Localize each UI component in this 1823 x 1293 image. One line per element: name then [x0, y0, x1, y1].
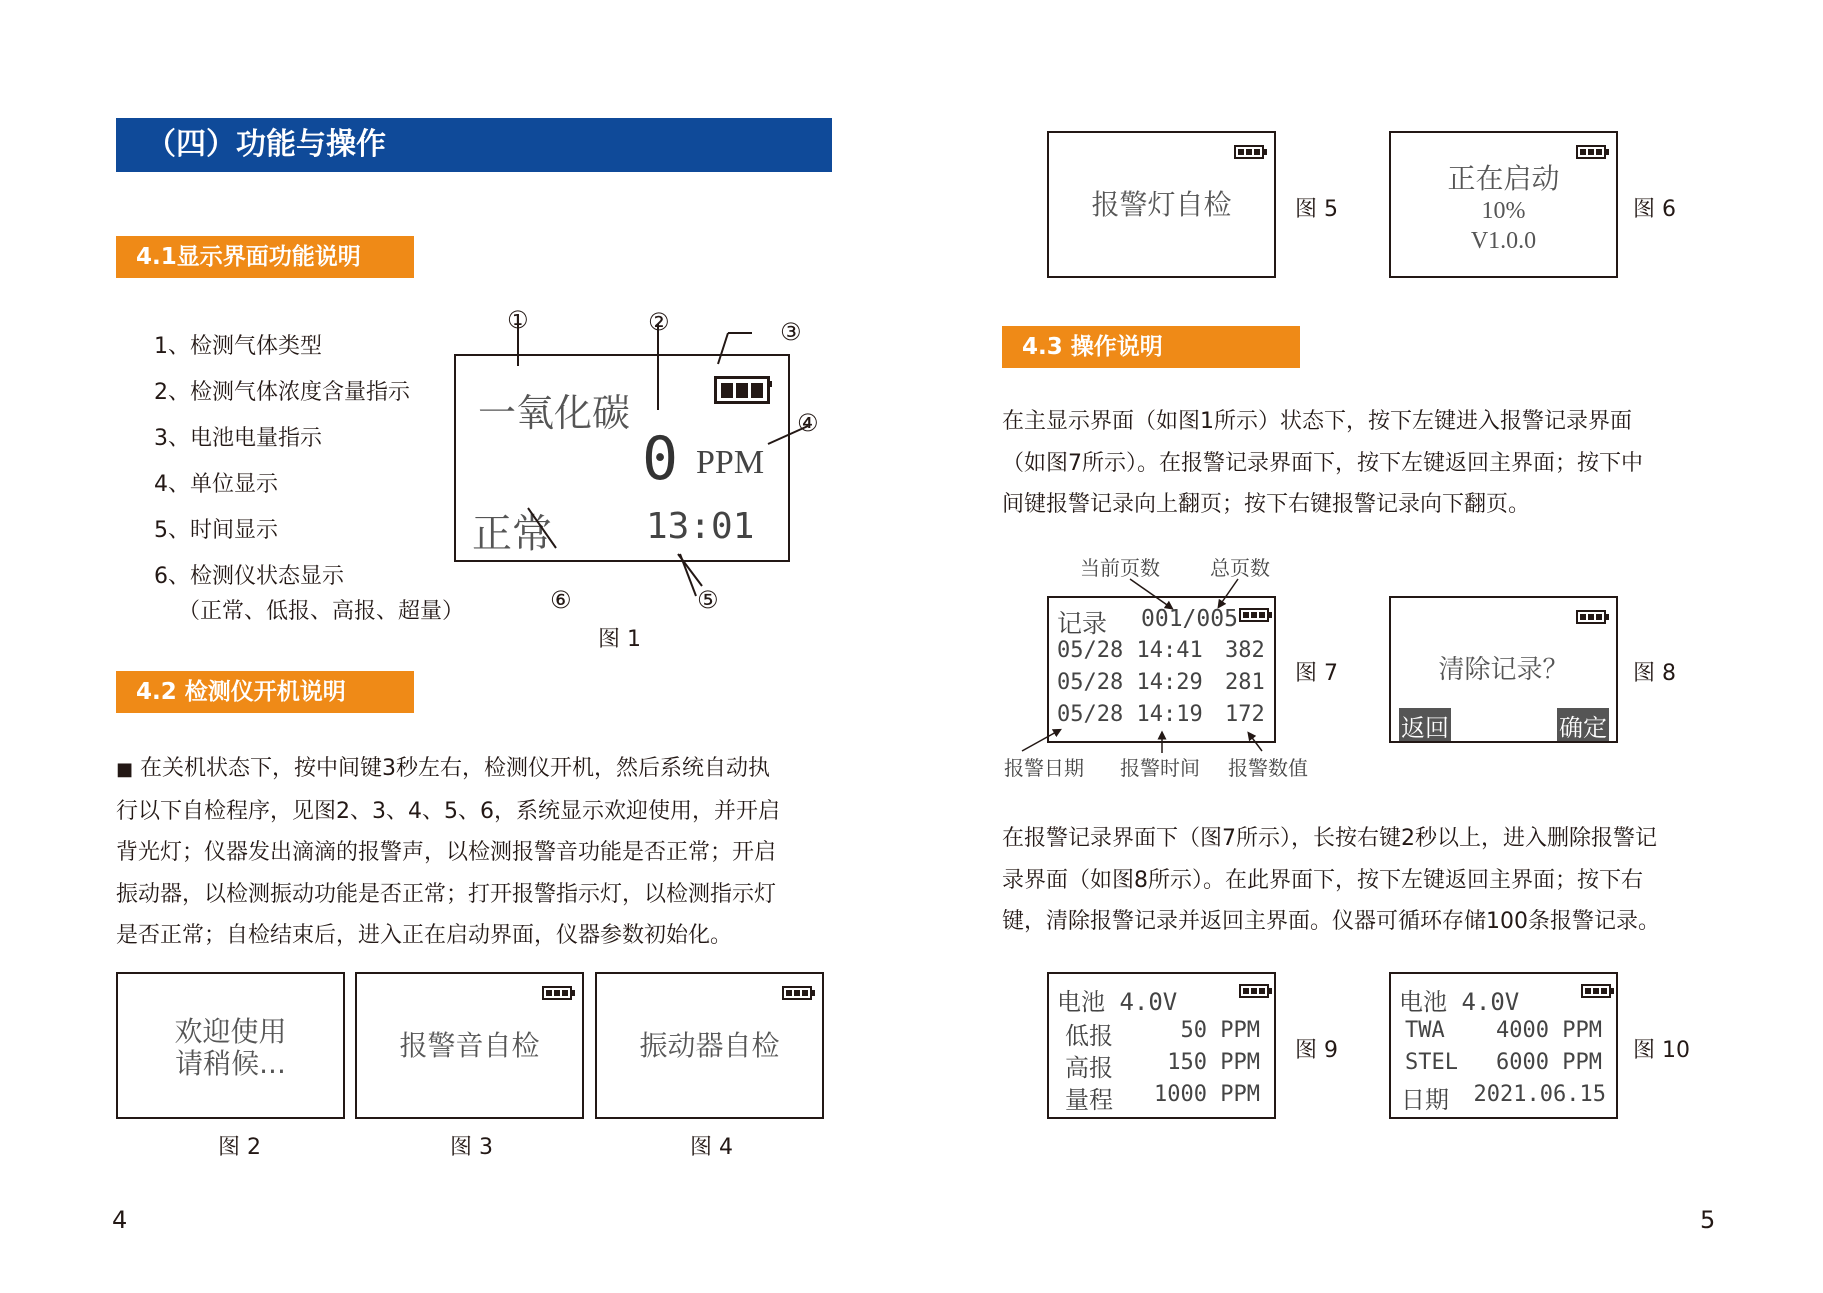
callout-2: ②	[648, 308, 670, 336]
figure-9-label: 图 9	[1295, 1038, 1338, 1063]
gas-value: 0	[642, 424, 679, 494]
figure-6-label: 图 6	[1633, 197, 1676, 222]
section-header-4-1: 4.1显示界面功能说明	[116, 236, 414, 278]
row-value: 50 PPM	[1180, 1018, 1260, 1043]
battery-icon	[1234, 145, 1264, 159]
battery-icon	[1239, 984, 1269, 998]
figure-4-label: 图 4	[690, 1135, 733, 1160]
list-item: 6、检测仪状态显示	[154, 564, 344, 589]
battery-row: 电池 4.0V	[1399, 988, 1520, 1016]
unit: PPM	[696, 444, 765, 481]
label-total-pages: 总页数	[1210, 556, 1270, 580]
time-text: 13:01	[646, 506, 755, 547]
record-value: 382	[1225, 638, 1265, 663]
battery-icon	[782, 986, 812, 1000]
list-item: 4、单位显示	[154, 472, 278, 497]
figure-5-label: 图 5	[1295, 197, 1338, 222]
paragraph-line: 是否正常；自检结束后，进入正在启动界面，仪器参数初始化。	[116, 923, 733, 948]
label-alarm-date: 报警日期	[1004, 756, 1084, 780]
label-alarm-time: 报警时间	[1120, 756, 1200, 780]
figure-5-alarm-light-test	[1047, 131, 1276, 278]
row-value: 1000 PPM	[1154, 1082, 1260, 1107]
row-value: 6000 PPM	[1496, 1050, 1602, 1075]
record-page: 001/005	[1141, 606, 1238, 632]
row-label: 日期	[1401, 1086, 1449, 1114]
section-header-4-3: 4.3 操作说明	[1002, 326, 1300, 368]
starting-text: 正在启动	[1447, 162, 1560, 195]
paragraph-line: 背光灯；仪器发出滴滴的报警声，以检测报警音功能是否正常；开启	[116, 840, 777, 865]
record-row: 05/28 14:29	[1057, 670, 1203, 695]
battery-row: 电池 4.0V	[1057, 988, 1178, 1016]
welcome-line-1: 欢迎使用	[174, 1015, 287, 1048]
paragraph-4-3-b	[1002, 818, 1718, 943]
battery-icon	[542, 986, 572, 1000]
figure-10-label: 图 10	[1633, 1038, 1690, 1063]
row-label: STEL	[1405, 1050, 1458, 1075]
figure-2-label: 图 2	[218, 1135, 261, 1160]
figure-1-label: 图 1	[598, 627, 641, 652]
paragraph-line: 间键报警记录向上翻页；按下右键报警记录向下翻页。	[1002, 492, 1531, 517]
record-title: 记录	[1057, 609, 1108, 638]
paragraph-line: （如图7所示）。在报警记录界面下，按下左键返回主界面；按下中	[1002, 450, 1643, 476]
back-softkey: 返回	[1399, 708, 1451, 743]
screen-text: 报警音自检	[399, 1029, 540, 1062]
record-row: 05/28 14:19	[1057, 702, 1203, 727]
label-alarm-value: 报警数值	[1228, 756, 1308, 780]
row-value: 2021.06.15	[1473, 1082, 1606, 1107]
screen-text: 振动器自检	[639, 1029, 780, 1062]
figure-4-vibrator-test	[595, 972, 824, 1119]
paragraph-line: 录界面（如图8所示）。在此界面下，按下左键返回主界面；按下右	[1002, 867, 1643, 893]
paragraph-4-2	[116, 748, 832, 957]
battery-icon	[1581, 984, 1611, 998]
figure-3-alarm-sound-test	[355, 972, 584, 1119]
paragraph-line: 在主显示界面（如图1所示）状态下，按下左键进入报警记录界面	[1002, 409, 1632, 434]
paragraph-line: 在关机状态下，按中间键3秒左右，检测仪开机，然后系统自动执	[140, 756, 771, 781]
figure-8-clear-records	[1389, 596, 1618, 743]
callout-5: ⑤	[697, 586, 719, 614]
page-number-left: 4	[112, 1206, 128, 1234]
callout-1: ①	[507, 306, 529, 334]
paragraph-line: 振动器，以检测振动功能是否正常；打开报警指示灯，以检测指示灯	[116, 881, 777, 907]
bullet-icon: ■	[116, 759, 134, 780]
list-item: 2、检测气体浓度含量指示	[154, 380, 410, 405]
ok-softkey: 确定	[1557, 708, 1609, 743]
paragraph-line: 行以下自检程序，见图2、3、4、5、6，系统显示欢迎使用，并开启	[116, 798, 780, 824]
row-label: TWA	[1405, 1018, 1445, 1043]
callout-3: ③	[780, 318, 802, 346]
gas-type: 一氧化碳	[478, 391, 631, 435]
battery-icon	[1576, 610, 1606, 624]
figure-1-callout-lines	[440, 300, 840, 620]
figure-2-welcome	[116, 972, 345, 1119]
list-item-sub: （正常、低报、高报、超量）	[178, 599, 465, 624]
label-current-page: 当前页数	[1080, 556, 1160, 580]
screen-text: 报警灯自检	[1091, 188, 1232, 221]
status-text: 正常	[472, 511, 552, 557]
clear-prompt: 清除记录？	[1438, 655, 1569, 685]
record-row: 05/28 14:41	[1057, 638, 1203, 663]
callout-4: ④	[797, 409, 819, 437]
battery-icon	[1576, 145, 1606, 159]
row-label: 低报	[1065, 1022, 1113, 1050]
record-value: 281	[1225, 670, 1265, 695]
figure-10-exposure-settings	[1389, 972, 1618, 1119]
figure-8-label: 图 8	[1633, 661, 1676, 686]
page-number-right: 5	[1700, 1206, 1716, 1234]
figure-7-arrows	[1010, 575, 1310, 770]
paragraph-4-3-a	[1002, 401, 1718, 526]
row-label: 量程	[1065, 1086, 1113, 1114]
callout-6: ⑥	[550, 586, 572, 614]
figure-3-label: 图 3	[450, 1135, 493, 1160]
paragraph-line: 在报警记录界面下（图7所示），长按右键2秒以上，进入删除报警记	[1002, 826, 1657, 851]
section-header-4-2: 4.2 检测仪开机说明	[116, 671, 414, 713]
figure-6-starting	[1389, 131, 1618, 278]
figure-9-alarm-settings	[1047, 972, 1276, 1119]
progress-text: 10%	[1481, 198, 1526, 224]
list-item: 5、时间显示	[154, 518, 278, 543]
figure-7-label: 图 7	[1295, 661, 1338, 686]
welcome-line-2: 请稍候...	[175, 1047, 286, 1080]
paragraph-line: 键，清除报警记录并返回主界面。仪器可循环存储100条报警记录。	[1002, 909, 1660, 934]
section-header-functions: （四）功能与操作	[116, 118, 832, 172]
list-item: 3、电池电量指示	[154, 426, 322, 451]
list-item: 1、检测气体类型	[154, 334, 322, 359]
row-label: 高报	[1065, 1054, 1113, 1082]
row-value: 150 PPM	[1167, 1050, 1260, 1075]
record-value: 172	[1225, 702, 1265, 727]
version-text: V1.0.0	[1470, 228, 1537, 254]
row-value: 4000 PPM	[1496, 1018, 1602, 1043]
